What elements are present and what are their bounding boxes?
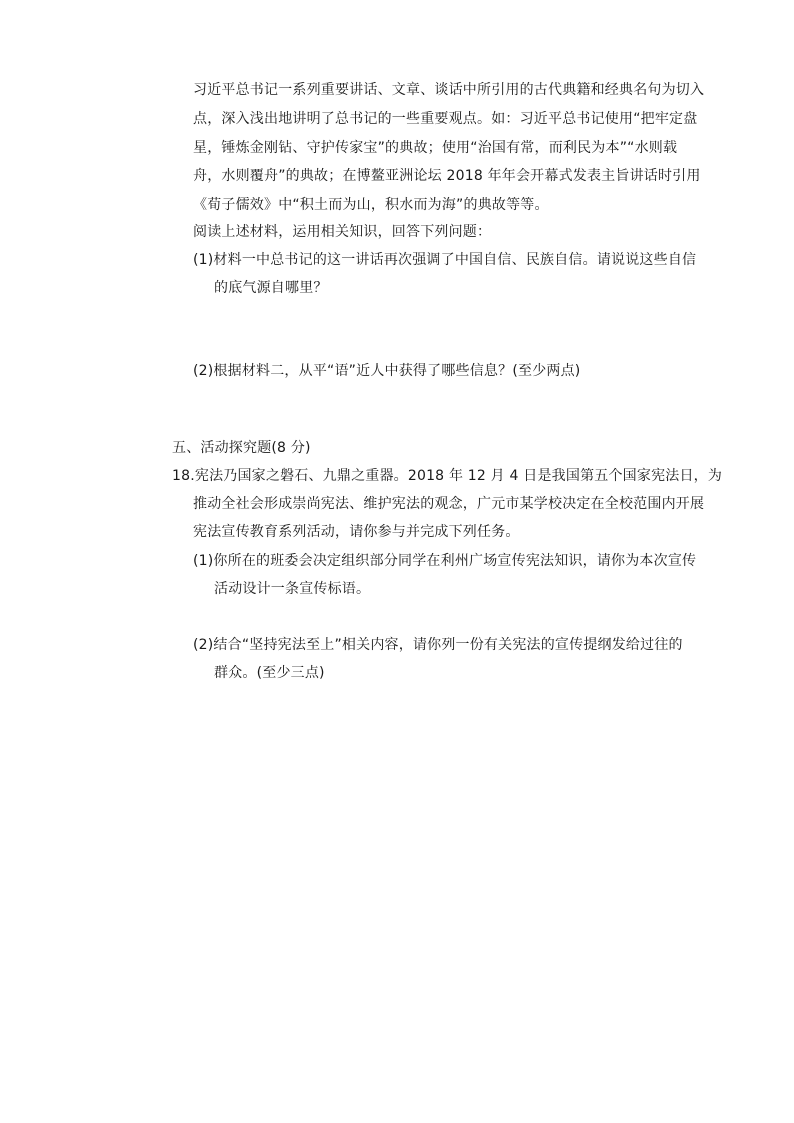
q18-sub2-line-2: 群众。(至少三点)	[214, 665, 325, 681]
material-line-2: 点，深入浅出地讲明了总书记的一些重要观点。如：习近平总书记使用“把牢定盘	[193, 111, 698, 127]
q18-line-2: 推动全社会形成崇尚宪法、维护宪法的观念，广元市某学校决定在全校范围内开展	[193, 496, 705, 512]
q18-line-3: 宪法宣传教育系列活动，请你参与并完成下列任务。	[193, 524, 520, 540]
q18-line-1: 18.宪法乃国家之磐石、九鼎之重器。2018 年 12 月 4 日是我国第五个国家宪法日，为	[172, 468, 723, 484]
material-line-5: 《荀子儒效》中“积土而为山，积水而为海”的典故等等。	[193, 197, 549, 213]
q18-sub1-line-1: (1)你所在的班委会决定组织部分同学在利州广场宣传宪法知识，请你为本次宣传	[193, 553, 697, 569]
material-line-3: 星，锤炼金刚钻、守护传家宝”的典故；使用“治国有常，而利民为本”“水则载	[193, 140, 678, 156]
q17-sub1-line-1: (1)材料一中总书记的这一讲话再次强调了中国自信、民族自信。请说说这些自信	[193, 252, 697, 268]
q18-sub1-line-2: 活动设计一条宣传标语。	[214, 581, 371, 597]
section-heading: 五、活动探究题(8 分)	[172, 440, 311, 456]
instruction-text: 阅读上述材料，运用相关知识，回答下列问题：	[193, 224, 492, 240]
q17-sub1-line-2: 的底气源自哪里？	[214, 280, 328, 296]
material-line-1: 习近平总书记一系列重要讲话、文章、谈话中所引用的古代典籍和经典名句为切入	[193, 82, 705, 98]
q17-sub2: (2)根据材料二，从平“语”近人中获得了哪些信息？(至少两点)	[193, 363, 581, 379]
material-line-4: 舟，水则覆舟”的典故；在博鳌亚洲论坛 2018 年年会开幕式发表主旨讲话时引用	[193, 168, 701, 184]
q18-sub2-line-1: (2)结合“坚持宪法至上”相关内容，请你列一份有关宪法的宣传提纲发给过往的	[193, 637, 683, 653]
